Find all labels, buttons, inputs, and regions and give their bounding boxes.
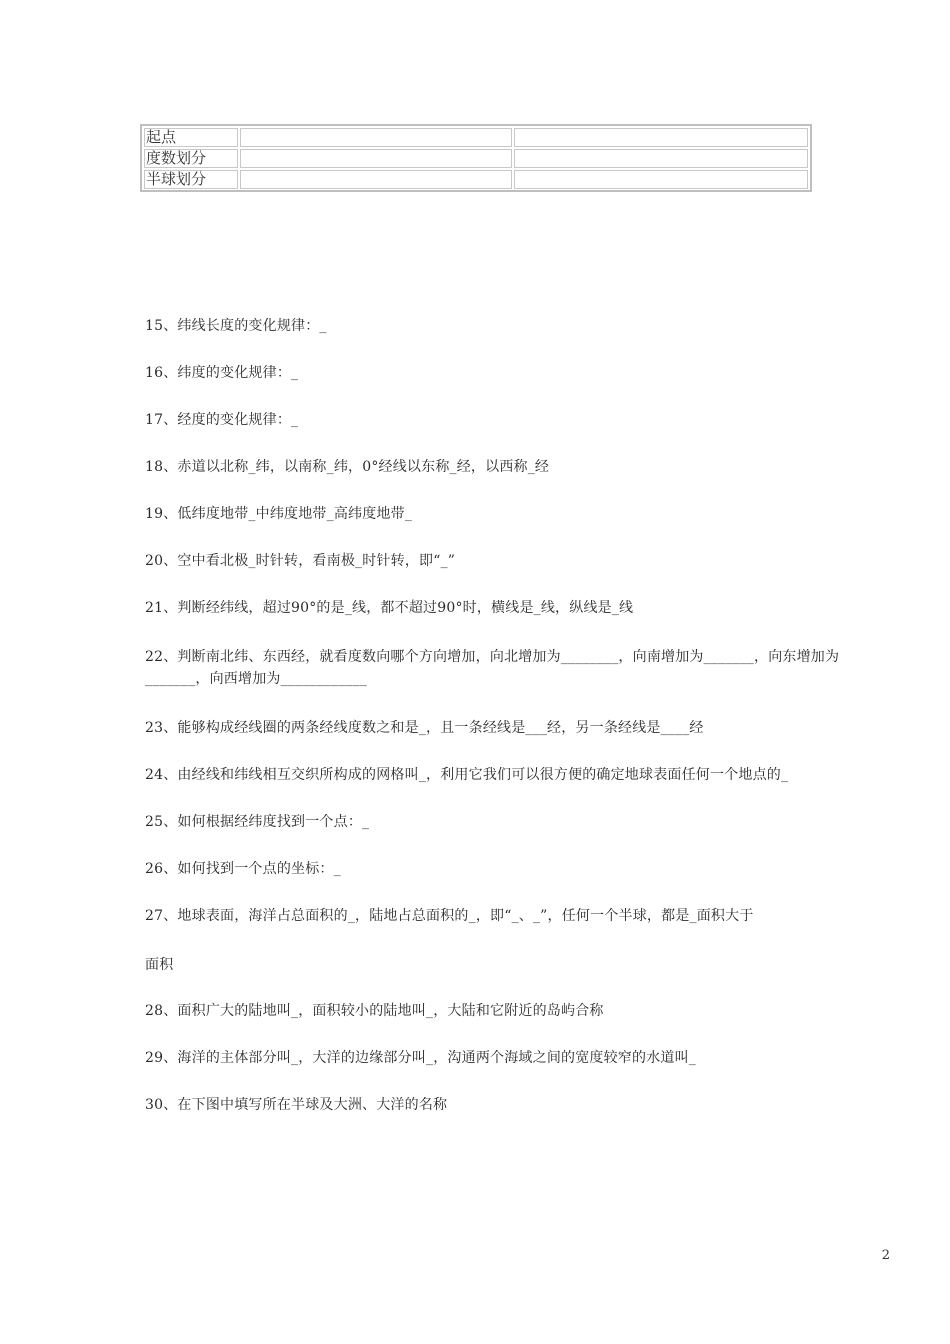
question-24: 24、由经线和纬线相互交织所构成的网格叫_，利用它我们可以很方便的确定地球表面任何一个地点的_ <box>145 767 789 783</box>
question-21: 21、判断经纬线，超过90°的是_线，都不超过90°时，横线是_线，纵线是_线 <box>145 600 634 616</box>
question-30: 30、在下图中填写所在半球及大洲、大洋的名称 <box>145 1097 448 1113</box>
question-26: 26、如何找到一个点的坐标：_ <box>145 861 341 877</box>
question-29: 29、海洋的主体部分叫_，大洋的边缘部分叫_，沟通两个海域之间的宽度较窄的水道叫_ <box>145 1050 697 1066</box>
row-label: 起点 <box>144 128 238 147</box>
info-table <box>140 124 812 192</box>
table-cell <box>240 128 512 147</box>
question-25: 25、如何根据经纬度找到一个点：_ <box>145 814 370 830</box>
table-cell <box>240 149 512 168</box>
question-17: 17、经度的变化规律：_ <box>145 412 299 428</box>
question-23: 23、能够构成经线圈的两条经线度数之和是_，且一条经线是___经，另一条经线是____经 <box>145 720 704 736</box>
question-16: 16、纬度的变化规律：_ <box>145 365 299 381</box>
question-18: 18、赤道以北称_纬，以南称_纬，0°经线以东称_经，以西称_经 <box>145 459 550 475</box>
page-number: 2 <box>881 1248 890 1263</box>
table-row <box>144 128 808 147</box>
table-cell <box>514 128 808 147</box>
question-27-continued: 面积 <box>145 957 174 973</box>
question-15: 15、纬线长度的变化规律：_ <box>145 318 327 334</box>
question-28: 28、面积广大的陆地叫_，面积较小的陆地叫_，大陆和它附近的岛屿合称 <box>145 1003 604 1019</box>
table-cell <box>240 170 512 189</box>
table-cell <box>514 170 808 189</box>
question-22: 22、判断南北纬、东西经，就看度数向哪个方向增加，向北增加为________，向南增加为_______，向东增加为_______，向西增加为____________ <box>145 649 840 687</box>
table-row <box>144 170 808 189</box>
row-label: 度数划分 <box>144 149 238 168</box>
table-cell <box>514 149 808 168</box>
question-27: 27、地球表面，海洋占总面积的_，陆地占总面积的_，即“_、_”，任何一个半球，都是_面积大于 <box>145 908 754 924</box>
question-20: 20、空中看北极_时针转，看南极_时针转，即“_” <box>145 553 456 569</box>
table-row <box>144 149 808 168</box>
row-label: 半球划分 <box>144 170 238 189</box>
question-19: 19、低纬度地带_中纬度地带_高纬度地带_ <box>145 506 413 522</box>
